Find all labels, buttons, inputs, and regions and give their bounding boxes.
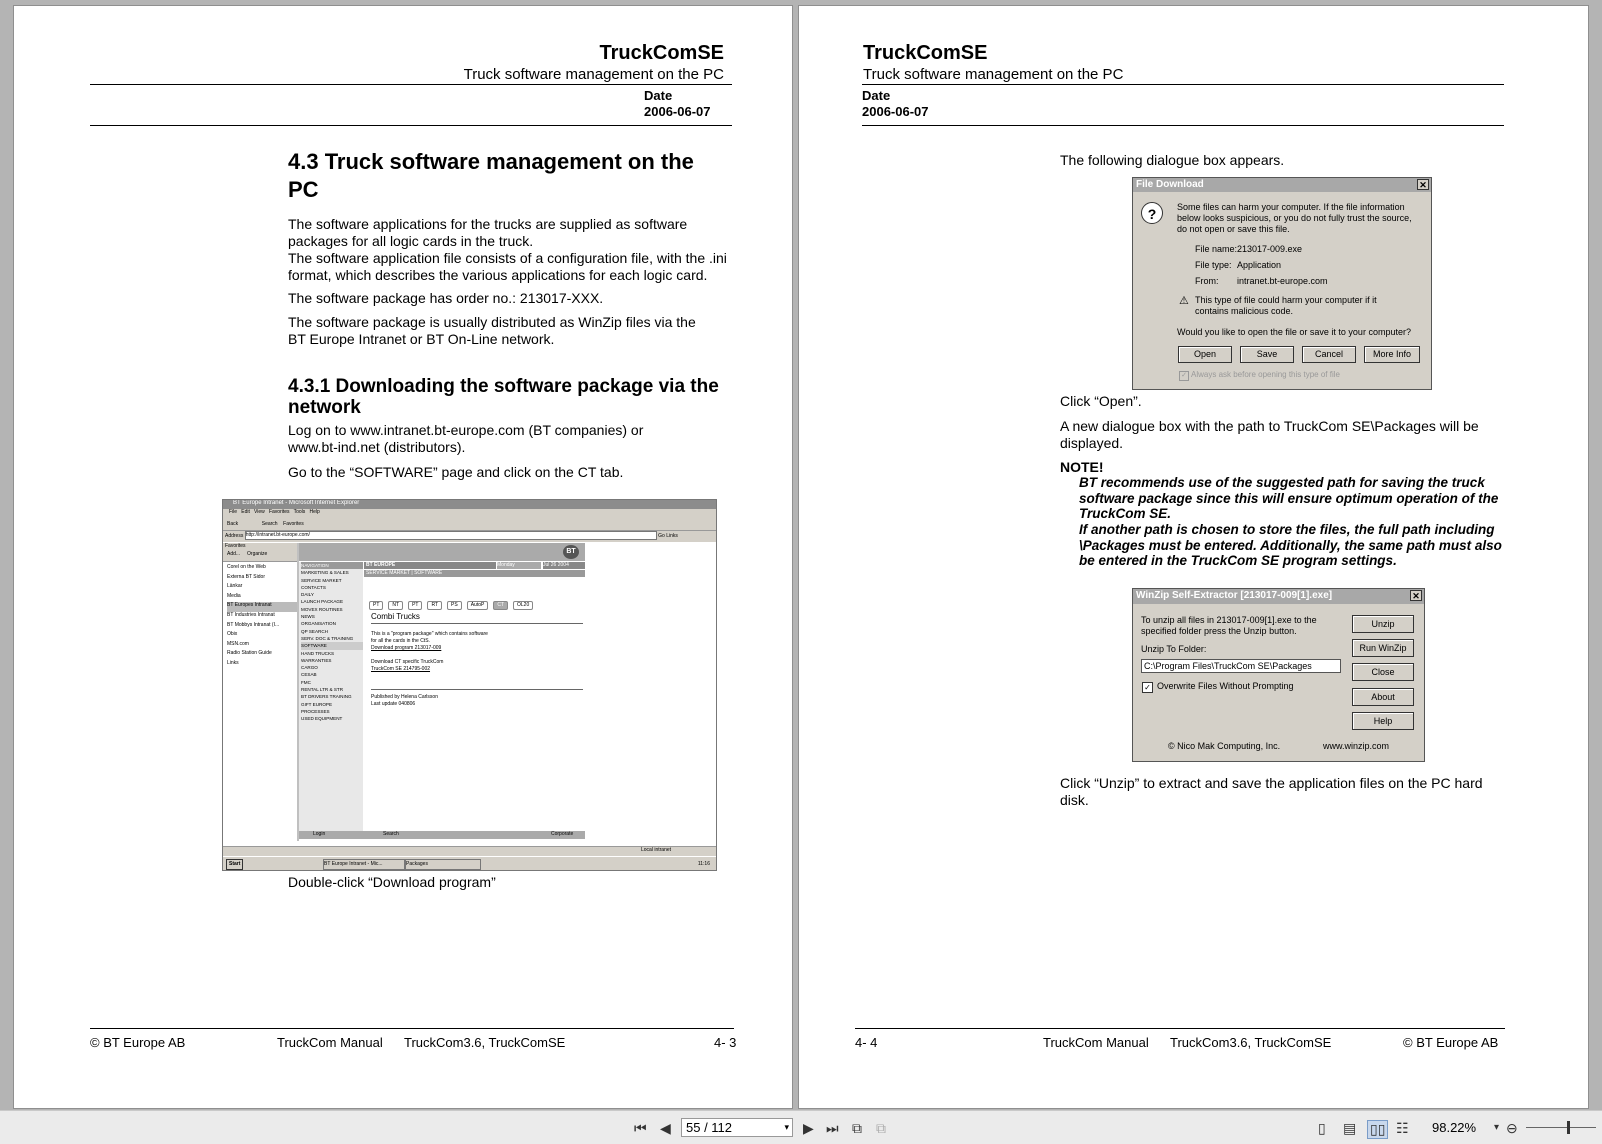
site-nav-item: GIFT EUROPE <box>301 701 333 707</box>
section-title: 4.3 Truck software management on the PC <box>288 149 694 202</box>
date-box: Jul 26 2004 <box>543 562 585 569</box>
site-nav-item: HAND TRUCKS <box>301 650 335 656</box>
menu-item: Help <box>309 509 320 515</box>
status-bar <box>223 846 716 856</box>
note-label: NOTE! <box>1060 459 1104 475</box>
bt-logo: BT <box>563 545 579 559</box>
favorite-item: BT Industries Intranat <box>227 611 275 618</box>
header-title: TruckComSE <box>599 42 724 64</box>
favorite-item: Obix <box>227 631 238 638</box>
site-tab: CT <box>493 601 508 610</box>
paragraph: The software application file consists of a configuration file, with the .ini format, which describes the various applications for each logic card. <box>288 250 727 283</box>
header-title: TruckComSE <box>863 42 988 64</box>
site-nav-item: CESAB <box>301 672 317 678</box>
date-label: Date <box>644 88 673 103</box>
favorite-item: Media <box>227 592 241 599</box>
continuous-page-icon[interactable]: ▤ <box>1343 1120 1357 1136</box>
favorite-item: Externa BT Sidor <box>227 573 265 580</box>
winzip-instruction: To unzip all files in 213017-009[1].exe to the specified folder press the Unzip button. <box>1141 615 1317 636</box>
footer-page-number: 4- 3 <box>714 1035 737 1050</box>
paragraph: The software package has order no.: 213017-XXX. <box>288 290 604 306</box>
header-rule-bottom <box>862 125 1504 126</box>
file-from-label: From: <box>1195 276 1219 286</box>
links-label: Links <box>666 533 678 539</box>
footer-copyright: © BT Europe AB <box>1403 1035 1499 1050</box>
file-type: Application <box>1237 260 1282 270</box>
site-nav-item: CARGO <box>301 665 318 671</box>
fav-add: Add... <box>227 551 241 557</box>
site-nav-item: SERVICE MARKET <box>301 577 342 583</box>
menu-item: Tools <box>293 509 306 515</box>
content-text-2: Download CT specific TruckCom <box>371 659 444 665</box>
screenshot-titlebar: BT Europe Intranet - Microsoft Internet Explorer <box>223 500 716 509</box>
overwrite-checkbox: ✓ <box>1142 682 1153 693</box>
subsection-title: 4.3.1 Downloading the software package via the network <box>288 376 719 418</box>
site-nav-list <box>299 562 363 723</box>
truckcom-link: TruckCom SE 214795-002 <box>371 666 431 672</box>
single-page-icon[interactable]: ▯ <box>1318 1120 1326 1136</box>
search-button-label: Search <box>261 521 278 527</box>
paragraph: The software package is usually distributed as WinZip files via the BT Europe Intranet or BT On-Line network. <box>288 314 696 347</box>
header-subtitle: Truck software management on the PC <box>863 66 1124 83</box>
about-button: About <box>1352 688 1414 706</box>
unzip-folder-label: Unzip To Folder: <box>1141 644 1207 654</box>
always-ask-label: Always ask before opening this type of file <box>1191 370 1340 379</box>
paragraph: A new dialogue box with the path to TruckCom SE\Packages will be displayed. <box>1060 418 1479 451</box>
fav-organize: Organize <box>247 551 268 557</box>
site-area <box>299 543 585 839</box>
download-program-link: Download program 213017-009 <box>371 645 442 651</box>
header-rule-bottom <box>90 125 732 126</box>
file-name-label: File name: <box>1195 244 1238 254</box>
page-right <box>798 5 1589 1109</box>
paragraph: The software applications for the trucks are supplied as software packages for all logic cards in the truck. <box>288 216 688 249</box>
content-rule <box>371 623 583 624</box>
overwrite-label: Overwrite Files Without Prompting <box>1157 681 1294 691</box>
zoom-slider-thumb[interactable] <box>1567 1121 1570 1134</box>
back-button-label: Back <box>227 521 239 527</box>
close-icon: ✕ <box>1417 179 1429 190</box>
site-banner <box>299 543 585 561</box>
dialog-title: WinZip Self-Extractor [213017-009[1].exe] <box>1136 590 1333 601</box>
clock: 11:16 <box>697 861 710 867</box>
dialog-titlebar <box>1133 589 1424 604</box>
site-tab: RT <box>427 601 442 610</box>
paragraph: Click “Unzip” to extract and save the application files on the PC hard disk. <box>1060 775 1483 808</box>
content-rule-2 <box>371 689 583 690</box>
first-page-icon[interactable]: ⏮ <box>634 1120 647 1136</box>
favorite-item: MSN.com <box>227 640 249 647</box>
site-tab: AutoP <box>467 601 489 610</box>
more-info-button: More Info <box>1364 346 1420 363</box>
file-from: intranet.bt-europe.com <box>1237 276 1328 286</box>
taskbar <box>223 856 716 871</box>
viewer-toolbar <box>0 1110 1602 1144</box>
login-link: Login <box>313 831 326 837</box>
question-icon: ? <box>1141 202 1163 224</box>
go-forward-view-icon[interactable]: ⧉ <box>876 1120 886 1136</box>
page-blank <box>585 543 716 839</box>
site-nav-item: SERV. DOC & TRAINING <box>301 635 354 641</box>
dialog-question: Would you like to open the file or save it to your computer? <box>1177 327 1411 337</box>
zoom-slider[interactable] <box>1526 1127 1596 1128</box>
status-zone: Local intranet <box>641 847 672 853</box>
unzip-button: Unzip <box>1352 615 1414 633</box>
footer-page-number: 4- 4 <box>855 1035 878 1050</box>
note-text: BT recommends use of the suggested path for saving the truck software package since this will ensure optimum operation of the TruckCom SE. <box>1079 475 1499 521</box>
next-page-icon[interactable]: ▶ <box>803 1120 814 1136</box>
screenshot-toolbar <box>223 518 716 531</box>
cancel-button: Cancel <box>1302 346 1356 363</box>
favorites-title: Favorites <box>223 543 297 551</box>
file-type-label: File type: <box>1195 260 1232 270</box>
site-nav-item: MARKETING & SALES <box>301 570 349 576</box>
harm-text: This type of file could harm your computer if it contains malicious code. <box>1195 295 1377 316</box>
paragraph: Go to the “SOFTWARE” page and click on the CT tab. <box>288 464 624 480</box>
favorites-list <box>223 562 297 670</box>
favorites-actions <box>223 551 297 562</box>
address-label: Address <box>225 533 244 539</box>
taskbar-item: Packages <box>405 859 481 870</box>
favorite-item: BT Europes Intranat <box>227 602 297 612</box>
last-update: Last update 040806 <box>371 701 416 707</box>
footer-versions: TruckCom3.6, TruckComSE <box>1170 1035 1332 1050</box>
site-nav-item: WARRANTIES <box>301 657 332 663</box>
page-left <box>13 5 793 1109</box>
paragraph: The following dialogue box appears. <box>1060 152 1285 168</box>
start-button: Start <box>226 859 243 870</box>
footer-rule <box>90 1028 734 1029</box>
favorite-item: Corel on the Web <box>227 564 266 570</box>
favorite-item: Radio Station Guide <box>227 650 272 657</box>
zoom-dropdown-icon[interactable]: ▾ <box>1494 1122 1500 1133</box>
site-tabs <box>369 593 538 611</box>
favorite-item: Länkar <box>227 583 243 590</box>
site-tab: OL20 <box>513 601 533 610</box>
zoom-level[interactable]: 98.22% <box>1432 1120 1477 1135</box>
site-tab: NT <box>388 601 403 610</box>
favorite-item: BT Mobbys Intranat (I... <box>227 621 280 628</box>
site-nav-item: ORGANISATION <box>301 621 336 627</box>
last-page-icon[interactable]: ⏭ <box>826 1120 839 1136</box>
footer-rule <box>855 1028 1505 1029</box>
content-text: This is a "program package" which contains software for all the cards in the CtS. <box>371 631 488 644</box>
day-box: Monday <box>497 562 541 569</box>
footer-manual: TruckCom Manual <box>1043 1035 1149 1050</box>
run-winzip-button: Run WinZip <box>1352 639 1414 657</box>
content-title: Combi Trucks <box>371 612 420 621</box>
paragraph: Click “Open”. <box>1060 393 1142 409</box>
note-text: If another path is chosen to store the files, the full path including \Packages must be entered. Additionally, the same path must also be entered in the TruckCom SE program settings. <box>1079 522 1502 568</box>
site-name: BT EUROPE <box>364 562 496 569</box>
go-label: Go <box>658 533 665 539</box>
site-tab: PT <box>408 601 422 610</box>
taskbar-item: BT Europe Intranet - Mic... <box>323 859 405 870</box>
address-field: http://intranet.bt-europe.com/ <box>245 531 657 540</box>
two-page-icon[interactable]: ▯▯ <box>1367 1120 1388 1139</box>
site-footer <box>299 831 585 839</box>
breadcrumb: SERVICE MARKET | SOFTWARE <box>364 570 587 577</box>
site-nav-item: RENTAL LTR & STR <box>301 687 344 693</box>
always-ask-checkbox: ✓ <box>1179 371 1189 381</box>
zoom-out-icon[interactable]: ⊖ <box>1506 1120 1518 1136</box>
site-nav <box>299 562 363 839</box>
page-indicator: 55 / 112 <box>686 1120 733 1135</box>
close-icon: ✕ <box>1410 590 1422 601</box>
dialog-warning: Some files can harm your computer. If the file information below looks suspicious, or you do not fully trust the source, do not open or save this file. <box>1177 202 1412 234</box>
header-rule <box>862 84 1504 85</box>
help-button: Help <box>1352 712 1414 730</box>
footer-manual: TruckCom Manual <box>277 1035 383 1050</box>
footer-copyright: © BT Europe AB <box>90 1035 186 1050</box>
date-label: Date <box>862 88 891 103</box>
site-nav-item: PROCESSES <box>301 708 330 714</box>
site-nav-item: LAUNCH PACKAGE <box>301 599 344 605</box>
site-tab: PT <box>369 601 383 610</box>
page-number-input[interactable] <box>681 1118 793 1137</box>
open-button: Open <box>1178 346 1232 363</box>
browser-screenshot <box>222 499 717 871</box>
header-subtitle: Truck software management on the PC <box>463 66 724 83</box>
figure-caption: Double-click “Download program” <box>288 874 496 890</box>
menu-item: File <box>229 509 238 515</box>
site-nav-item: USED EQUIPMENT <box>301 716 343 722</box>
winzip-dialog <box>1132 588 1425 762</box>
two-page-continuous-icon[interactable]: ☷ <box>1396 1120 1409 1136</box>
site-nav-item: SOFTWARE <box>301 642 363 649</box>
date-value: 2006-06-07 <box>644 104 711 119</box>
site-nav-item: MOVEX ROUTINES <box>301 606 343 612</box>
save-button: Save <box>1240 346 1294 363</box>
winzip-url: www.winzip.com <box>1323 741 1390 751</box>
chevron-down-icon[interactable]: ▾ <box>784 1122 789 1132</box>
header-rule <box>90 84 732 85</box>
footer-versions: TruckCom3.6, TruckComSE <box>404 1035 566 1050</box>
search-link: Search <box>383 831 399 837</box>
winzip-copyright: © Nico Mak Computing, Inc. <box>1168 741 1281 751</box>
warning-icon: ⚠ <box>1179 295 1189 307</box>
paragraph: Log on to www.intranet.bt-europe.com (BT companies) or www.bt-ind.net (distributors). <box>288 422 644 455</box>
date-value: 2006-06-07 <box>862 104 929 119</box>
site-nav-item: QP SEARCH <box>301 628 328 634</box>
site-nav-item: NEWS <box>301 614 315 620</box>
favorite-item: Links <box>227 659 239 666</box>
unzip-folder-input: C:\Program Files\TruckCom SE\Packages <box>1141 659 1341 673</box>
previous-page-icon[interactable]: ◀ <box>660 1120 671 1136</box>
site-tab: PS <box>447 601 462 610</box>
menu-item: Favorites <box>268 509 290 515</box>
winzip-close-button: Close <box>1352 663 1414 681</box>
dialog-title: File Download <box>1136 179 1204 190</box>
site-nav-item: FMC <box>301 679 311 685</box>
corporate-link: Corporate <box>551 831 574 837</box>
go-back-view-icon[interactable]: ⧉ <box>852 1120 862 1136</box>
menu-item: Edit <box>241 509 250 515</box>
favorites-button-label: Favorites <box>283 521 304 527</box>
site-nav-item: DAILY <box>301 592 314 598</box>
dialog-titlebar <box>1133 178 1431 192</box>
screenshot-menubar <box>223 509 716 518</box>
file-name: 213017-009.exe <box>1237 244 1303 254</box>
site-nav-item: NAVIGATION <box>301 562 363 569</box>
published-by: Published by Helena Carlsson <box>371 694 438 700</box>
site-nav-item: CONTACTS <box>301 584 326 590</box>
site-nav-item: BT DRIVERS TRAINING <box>301 694 352 700</box>
menu-item: View <box>254 509 265 515</box>
screenshot-addressbar <box>223 531 716 542</box>
file-download-dialog <box>1132 177 1432 390</box>
favorites-panel <box>223 543 299 841</box>
